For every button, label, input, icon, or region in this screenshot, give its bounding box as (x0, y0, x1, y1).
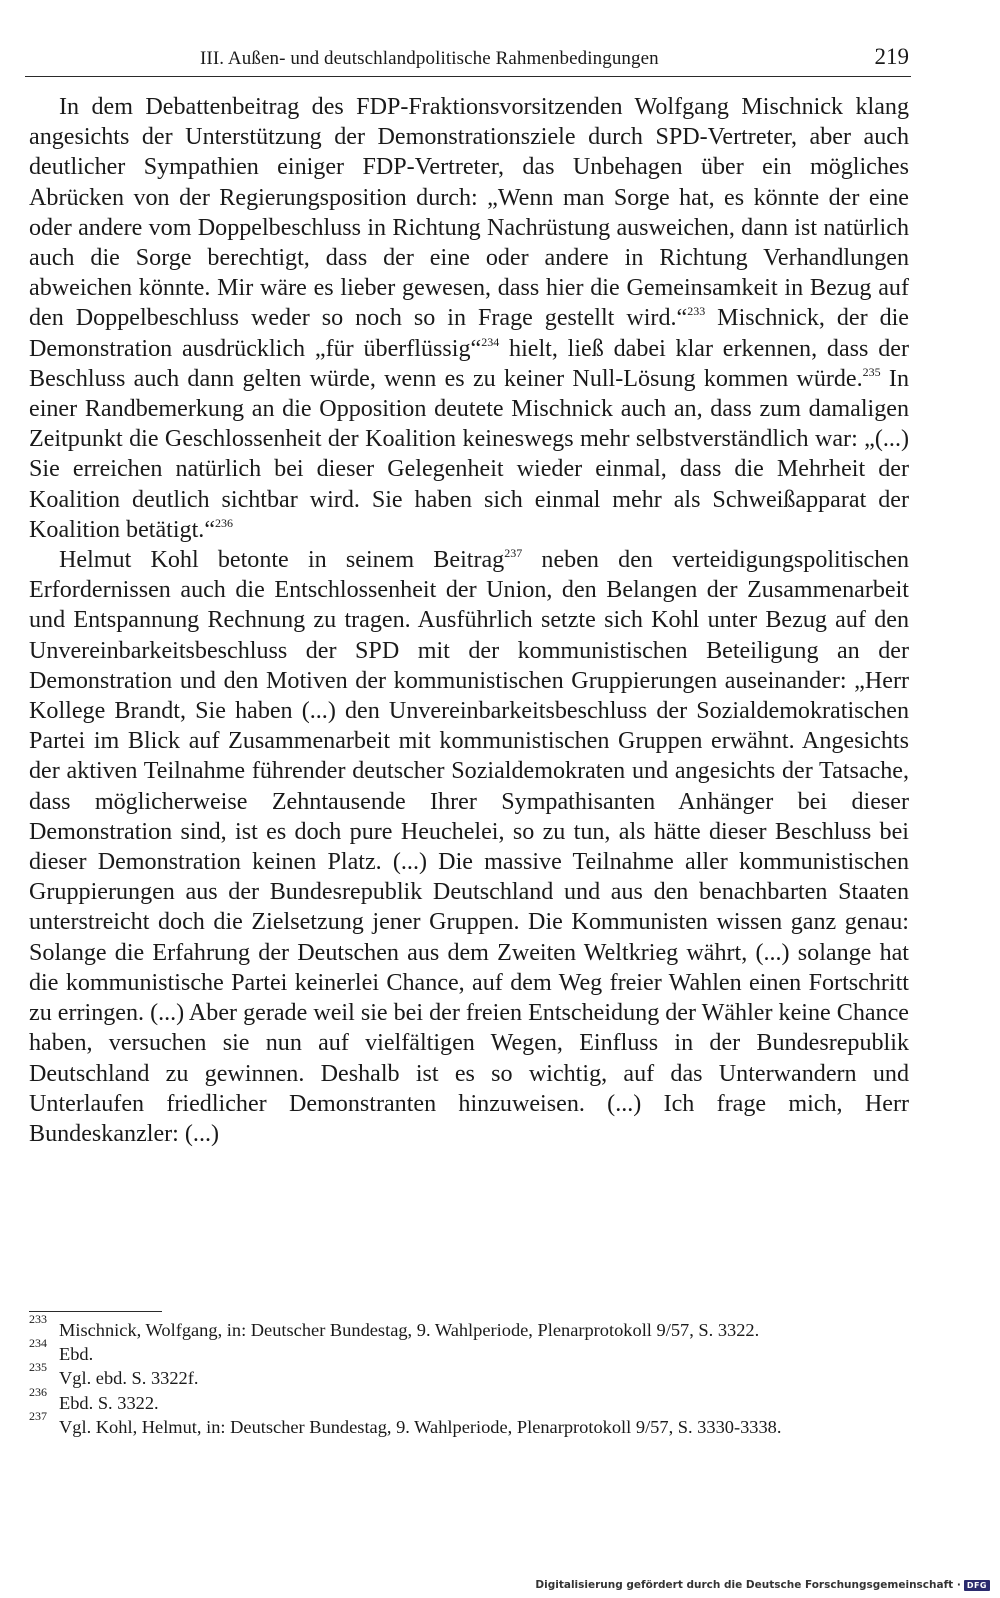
text-run: In dem Debattenbeitrag des FDP-Fraktionsvorsitzenden Wolfgang Mischnick klang angesichts der Unterstützung der Demonstrationsziele durch SPD-Vertreter, aber auch deutlicher Sympathien einiger FDP-Vertreter, das Unbehagen über ein mögliches Abrücken von der Regierungsposition durch: „Wenn man Sorge hat, es könnte der eine oder andere vom Doppelbeschluss in Richtung Nachrüstung ausweichen, dann ist natürlich auch die Sorge berechtigt, dass der eine oder andere in Richtung Verhandlungen abweichen könnte. Mir wäre es lieber gewesen, dass hier die Gemeinsamkeit in Bezug auf den Doppelbeschluss weder so noch so in Frage gestellt wird.“ (29, 94, 909, 332)
running-header (25, 44, 911, 77)
footnote-ref-234: 234 (481, 334, 500, 349)
footnote-number: 234 (29, 1336, 47, 1351)
credit-text: Digitalisierung gefördert durch die Deutsche Forschungsgemeinschaft · (535, 1579, 961, 1591)
footnote-text: Mischnick, Wolfgang, in: Deutscher Bundestag, 9. Wahlperiode, Plenarprotokoll 9/57, S. 3322. (59, 1320, 760, 1340)
footnote-text: Ebd. S. 3322. (59, 1392, 159, 1413)
text-run: In einer Randbemerkung an die Opposition deutete Mischnick auch an, dass zum damaligen Zeitpunkt die Geschlossenheit der Koalition keineswegs mehr selbstverständlich war: „(...) Sie erreichen natürlich bei dieser Gelegenheit wieder einmal, dass die Mehrheit der Koalition deutlich sichtbar wird. Sie haben sich einmal mehr als Schweißapparat der Koalition betätigt.“ (29, 365, 909, 543)
footnote-number: 237 (29, 1408, 47, 1423)
footnote-number: 235 (29, 1360, 47, 1375)
paragraph-2 (29, 545, 909, 1149)
footnote-233 (29, 1312, 909, 1342)
footnote-236 (29, 1384, 909, 1415)
digitization-credit (535, 1579, 990, 1591)
footnote-234 (29, 1336, 909, 1366)
footnote-text: Vgl. Kohl, Helmut, in: Deutscher Bundestag, 9. Wahlperiode, Plenarprotokoll 9/57, S. 3330-3338. (59, 1416, 782, 1437)
footnote-text: Vgl. ebd. S. 3322f. (59, 1368, 199, 1389)
page-number: 219 (874, 44, 909, 69)
text-run: hielt, ließ dabei klar erkennen, dass der Beschluss auch dann gelten würde, wenn es zu keiner Null-Lösung kommen würde. (29, 335, 909, 392)
footnote-number: 236 (29, 1384, 47, 1399)
main-text (29, 92, 909, 1149)
running-title: III. Außen- und deutschlandpolitische Rahmenbedingungen (200, 48, 659, 69)
text-run: neben den verteidigungspolitischen Erfordernissen auch die Entschlossenheit der Union, den Belangen der Zusammenarbeit und Entspannung Rechnung zu tragen. Ausführlich setzte sich Kohl unter Bezug auf den Unvereinbarkeitsbeschluss der SPD mit der kommunistischen Beteiligung an der Demonstration und den Motiven der kommunistischen Gruppierungen auseinander: „Herr Kollege Brandt, Sie haben (...) den Unvereinbarkeitsbeschluss der Sozialdemokratischen Partei im Blick auf Zusammenarbeit mit kommunistischen Gruppen erwähnt. Angesichts der aktiven Teilnahme führender deutscher Sozialdemokraten und angesichts der Tatsache, dass möglicherweise Zehntausende Ihrer Sympathisanten Anhänger bei dieser Demonstration sind, ist es doch pure Heuchelei, so zu tun, als hätte dieser Beschluss bei dieser Demonstration keinen Platz. (...) Die massive Teilnahme aller kommunistischen Gruppierungen aus der Bundesrepublik Deutschland und aus den benachbarten Staaten unterstreicht doch die Zielsetzung jener Gruppen. Die Kommunisten wissen ganz genau: Solange die Erfahrung der Deutschen aus dem Zweiten Weltkrieg währt, (...) solange hat die kommunistische Partei keinerlei Chance, auf dem Weg freier Wahlen einen Fortschritt zu erringen. (...) Aber gerade weil sie bei der freien Entscheidung der Wähler keine Chance haben, versuchen sie nun auf vielfältigen Wegen, Einfluss in der Bundesrepublik Deutschland zu gewinnen. Deshalb ist es so wichtig, auf das Unterwandern und Unterlaufen friedlicher Demonstranten hinzuweisen. (...) Ich frage mich, Herr Bundeskanzler: (...) (29, 547, 909, 1147)
footnote-separator (29, 1311, 162, 1312)
footnote-ref-233: 233 (687, 304, 706, 319)
footnote-text: Ebd. (59, 1344, 94, 1365)
footnote-237 (29, 1408, 909, 1439)
text-run: Helmut Kohl betonte in seinem Beitrag (59, 547, 505, 574)
text-run: Mischnick, der die Demonstration ausdrücklich „für überflüssig“ (29, 305, 910, 362)
footnote-ref-235: 235 (862, 364, 881, 379)
footnote-235 (29, 1360, 909, 1390)
footnote-ref-237: 237 (504, 546, 523, 561)
footnotes (29, 1312, 909, 1439)
footnote-number: 233 (29, 1312, 47, 1326)
dfg-logo: DFG (964, 1580, 990, 1591)
paragraph-1 (29, 92, 909, 545)
footnote-ref-236: 236 (215, 515, 234, 530)
